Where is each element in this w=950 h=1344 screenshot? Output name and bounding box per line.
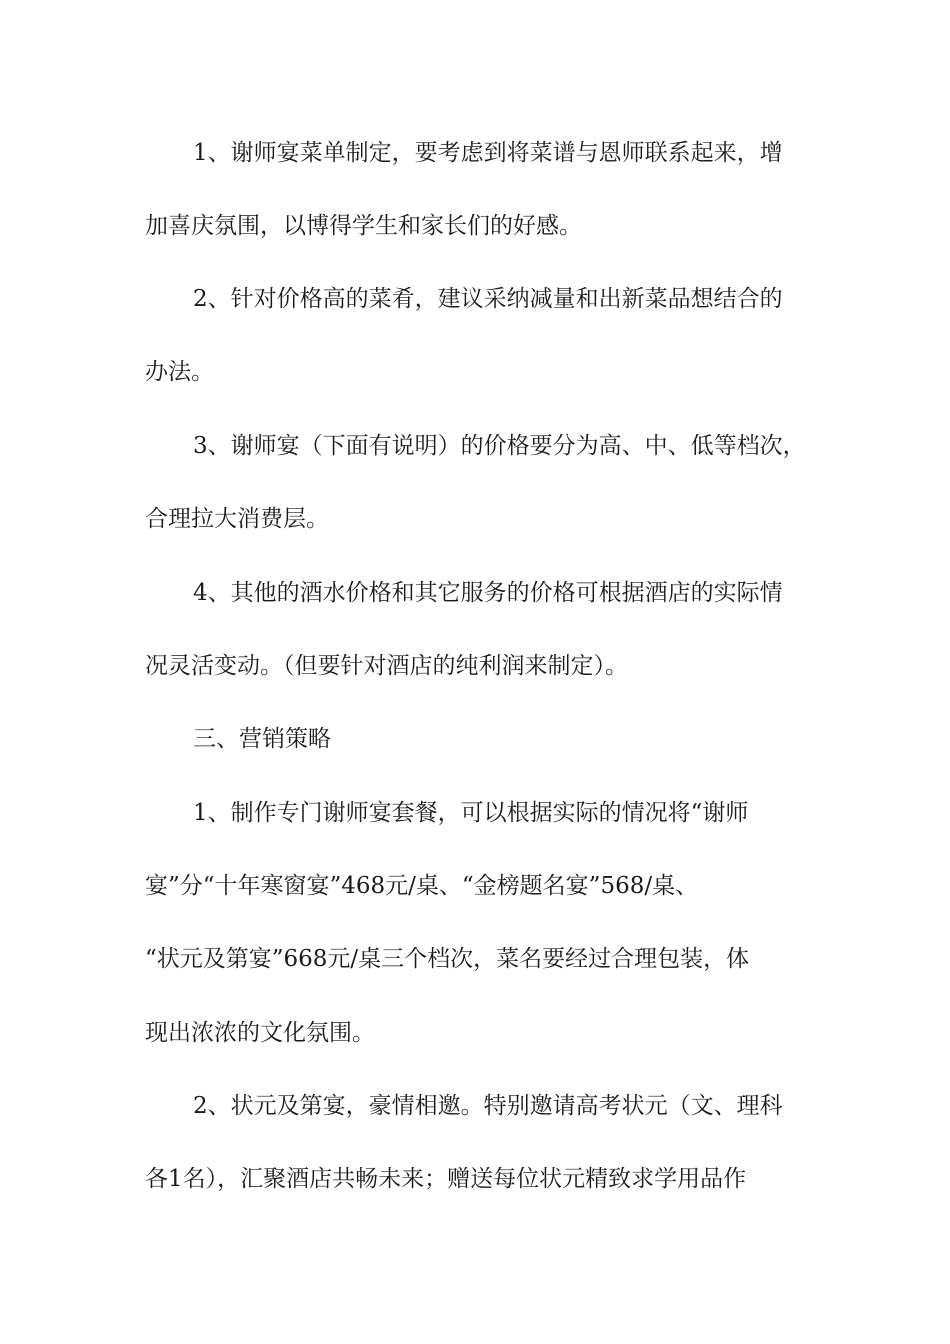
paragraph-4-line-1: 4、其他的酒水价格和其它服务的价格可根据酒店的实际情 xyxy=(193,580,783,606)
paragraph-5-line-2: 宴”分“十年寒窗宴”468元/桌、“金榜题名宴”568/桌、 xyxy=(145,873,699,899)
paragraph-2-line-2: 办法。 xyxy=(145,359,214,385)
paragraph-5-line-1: 1、制作专门谢师宴套餐，可以根据实际的情况将“谢师 xyxy=(193,800,749,826)
paragraph-5-line-3: “状元及第宴”668元/桌三个档次，菜名要经过合理包装，体 xyxy=(145,946,750,972)
paragraph-1-line-1: 1、谢师宴菜单制定，要考虑到将菜谱与恩师联系起来，增 xyxy=(193,140,783,166)
paragraph-2-line-1: 2、针对价格高的菜肴，建议采纳减量和出新菜品想结合的 xyxy=(193,286,783,312)
section-heading-marketing-strategy: 三、营销策略 xyxy=(193,726,331,752)
paragraph-3-line-1: 3、谢师宴（下面有说明）的价格要分为高、中、低等档次， xyxy=(193,433,806,459)
paragraph-4-line-2: 况灵活变动。（但要针对酒店的纯利润来制定）。 xyxy=(145,653,628,679)
paragraph-3-line-2: 合理拉大消费层。 xyxy=(145,506,329,532)
paragraph-1-line-2: 加喜庆氛围，以博得学生和家长们的好感。 xyxy=(145,213,582,239)
paragraph-6-line-1: 2、状元及第宴，豪情相邀。特别邀请高考状元（文、理科 xyxy=(193,1093,783,1119)
paragraph-5-line-4: 现出浓浓的文化氛围。 xyxy=(145,1020,375,1046)
paragraph-6-line-2: 各1名），汇聚酒店共畅未来；赠送每位状元精致求学用品作 xyxy=(145,1166,747,1192)
